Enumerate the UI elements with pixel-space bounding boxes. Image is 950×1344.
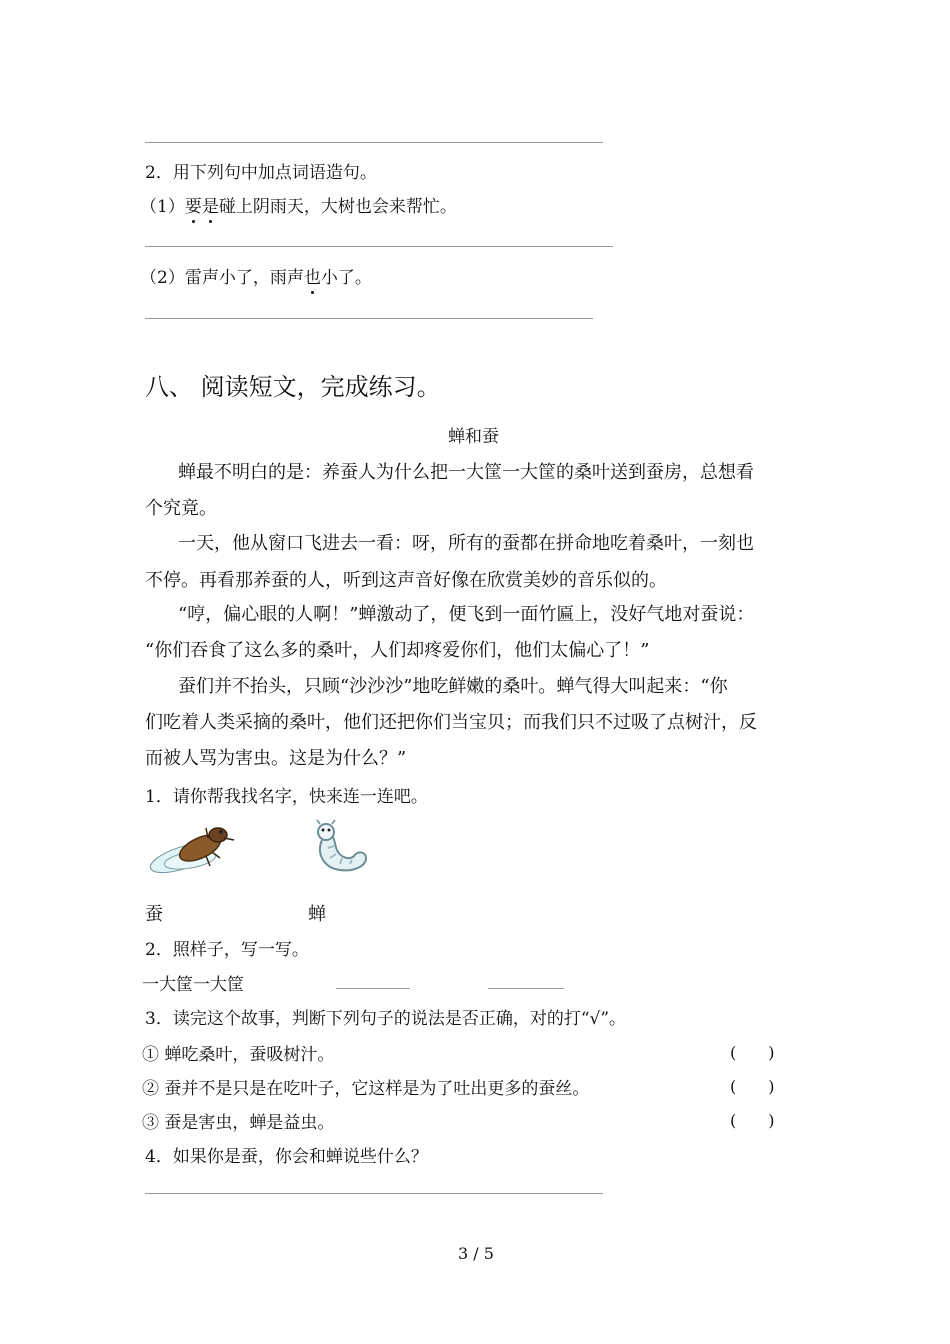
story-text: 们吃着人类采摘的桑叶，他们还把你们当宝贝；而我们只不过吸了点树汁，反 [145, 712, 757, 733]
judgment-item: ① 蝉吃桑叶，蚕吸树汁。 [142, 1045, 335, 1065]
story-title: 蝉和蚕 [448, 427, 499, 447]
name-cicada[interactable]: 蝉 [308, 904, 326, 925]
section-heading: 八、 阅读短文，完成练习。 [145, 373, 441, 401]
question-1: 1．请你帮我找名字，快来连一连吧。 [145, 787, 428, 807]
story-text: “哼，偏心眼的人啊！”蝉激动了，便飞到一面竹匾上，没好气地对蚕说： [178, 604, 755, 625]
page-number: 3 / 5 [458, 1244, 494, 1263]
dotted-word: 是 [202, 192, 219, 217]
sentence-prefix: （1） [140, 197, 185, 217]
answer-bracket[interactable]: ( ) [730, 1043, 775, 1062]
story-text: 不停。再看那养蚕的人，听到这声音好像在欣赏美妙的音乐似的。 [145, 570, 667, 591]
sentence-rest: 碰上阴雨天，大树也会来帮忙。 [218, 197, 457, 217]
sentence-prefix: （2）雷声小了，雨声 [140, 268, 304, 288]
dotted-word: 要 [185, 192, 202, 217]
question-title: 2．用下列句中加点词语造句。 [145, 163, 377, 183]
sentence-rest: 小了。 [320, 268, 372, 288]
answer-line[interactable] [145, 246, 613, 247]
dotted-word: 也 [304, 263, 321, 288]
question-4: 4．如果你是蚕，你会和蝉说些什么？ [145, 1147, 428, 1167]
judgment-item: ③ 蚕是害虫，蝉是益虫。 [142, 1113, 335, 1133]
name-silkworm[interactable]: 蚕 [145, 904, 163, 925]
story-text: 蚕们并不抬头，只顾“沙沙沙”地吃鲜嫩的桑叶。蝉气得大叫起来：“你 [178, 676, 728, 697]
silkworm-illustration [306, 818, 374, 882]
question-3: 3．读完这个故事，判断下列句子的说法是否正确，对的打“√”。 [145, 1009, 627, 1029]
answer-blank-1[interactable] [336, 988, 410, 989]
answer-bracket[interactable]: ( ) [730, 1111, 775, 1130]
story-text: 一天，他从窗口飞进去一看：呀，所有的蚕都在拼命地吃着桑叶，一刻也 [178, 533, 754, 554]
question-2: 2．照样子，写一写。 [145, 940, 309, 960]
story-text: “你们吞食了这么多的桑叶，人们却疼爱你们，他们太偏心了！” [145, 640, 650, 661]
example-phrase: 一大筐一大筐 [142, 975, 244, 995]
story-text: 个究竟。 [145, 498, 217, 519]
sentence-2 [140, 263, 372, 288]
answer-line[interactable] [145, 142, 603, 143]
answer-line[interactable] [145, 1193, 603, 1194]
answer-bracket[interactable]: ( ) [730, 1077, 775, 1096]
cicada-illustration [148, 818, 238, 882]
story-text: 而被人骂为害虫。这是为什么？” [145, 748, 407, 769]
sentence-1 [140, 192, 457, 217]
judgment-item: ② 蚕并不是只是在吃叶子，它这样是为了吐出更多的蚕丝。 [142, 1079, 590, 1099]
answer-blank-2[interactable] [488, 988, 564, 989]
story-text: 蝉最不明白的是：养蚕人为什么把一大筐一大筐的桑叶送到蚕房，总想看 [178, 462, 754, 483]
answer-line[interactable] [145, 318, 593, 319]
